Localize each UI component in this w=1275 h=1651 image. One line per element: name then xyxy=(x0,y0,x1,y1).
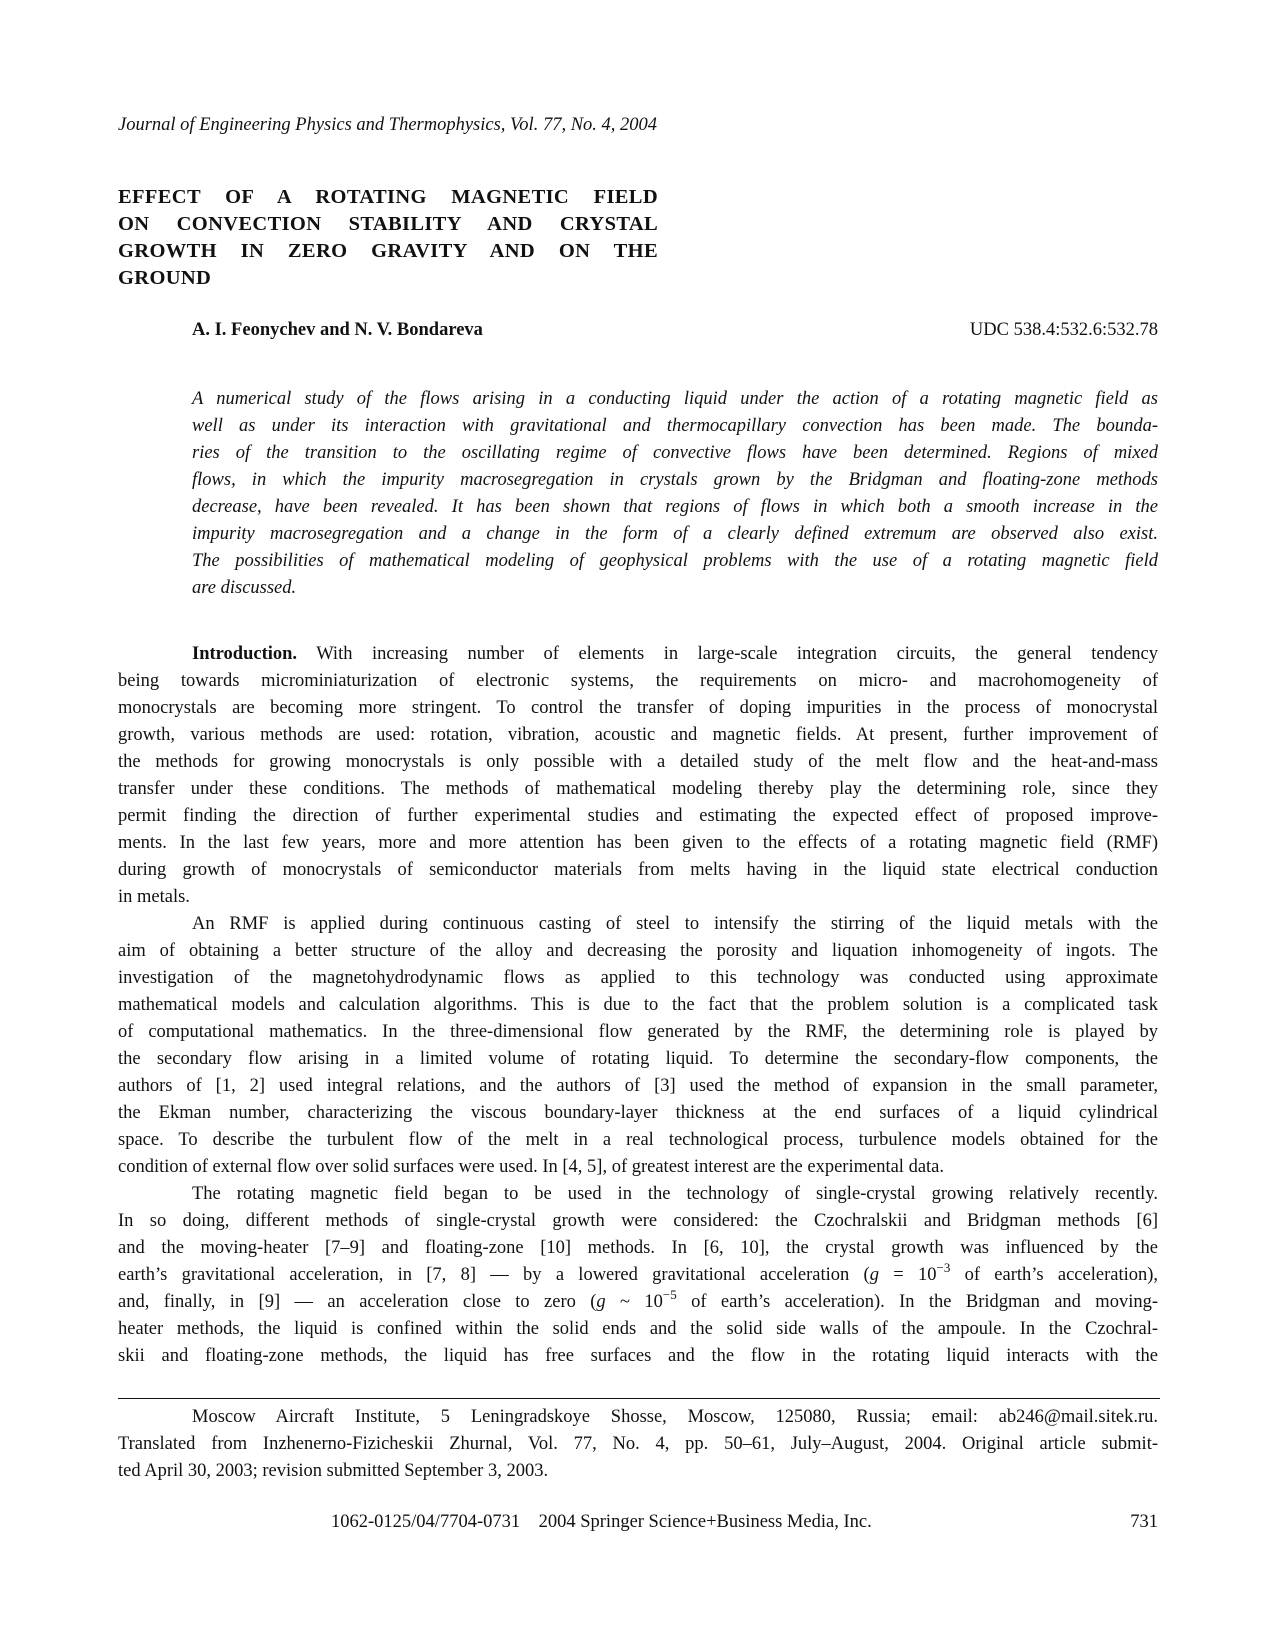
paragraph-1-text: With increasing number of elements in large-scale integration circuits, the general tendency xyxy=(297,644,1158,664)
text-segment: earth’s gravitational acceleration, in [7, 8] — by a lowered gravitational acceleration ( xyxy=(118,1265,870,1285)
footnote-line: ted April 30, 2003; revision submitted September 3, 2003. xyxy=(118,1461,549,1481)
exponent: −5 xyxy=(662,1287,677,1302)
udc-code: UDC 538.4:532.6:532.78 xyxy=(969,320,1158,340)
paragraph-3-line: In so doing, different methods of single-crystal growth were considered: the Czochralskii and Bridgman methods [6] xyxy=(118,1211,1158,1231)
paragraph-2-line: aim of obtaining a better structure of the alloy and decreasing the porosity and liquation inhomogeneity of ingots. The xyxy=(118,941,1158,961)
paragraph-1-line: being towards microminiaturization of electronic systems, the requirements on micro- and macrohomogeneity of xyxy=(118,671,1158,691)
copyright-line: 1062-0125/04/7704-0731 2004 Springer Science+Business Media, Inc. xyxy=(331,1512,872,1532)
article-title xyxy=(118,184,658,292)
paragraph-3-line: and the moving-heater [7–9] and floating-zone [10] methods. In [6, 10], the crystal growth was influenced by the xyxy=(118,1238,1158,1258)
text-segment: of earth’s acceleration). In the Bridgman and moving- xyxy=(676,1292,1158,1312)
paragraph-2-line: authors of [1, 2] used integral relations, and the authors of [3] used the method of expansion in the small parameter, xyxy=(118,1076,1158,1096)
abstract xyxy=(192,386,1158,602)
footnote-line: Moscow Aircraft Institute, 5 Leningradskoye Shosse, Moscow, 125080, Russia; email: ab246@mail.sitek.ru. xyxy=(192,1407,1158,1427)
paragraph-1-line: permit finding the direction of further experimental studies and estimating the expected effect of proposed improve- xyxy=(118,806,1158,826)
abstract-line: are discussed. xyxy=(192,578,297,598)
authors: A. I. Feonychev and N. V. Bondareva xyxy=(192,320,483,340)
text-segment: and, finally, in [9] — an acceleration close to zero ( xyxy=(118,1292,597,1312)
paragraph-2-line: condition of external flow over solid surfaces were used. In [4, 5], of greatest interest are the experimental data. xyxy=(118,1157,945,1177)
abstract-line: decrease, have been revealed. It has been shown that regions of flows in which both a smooth increase in the xyxy=(192,497,1158,517)
page-number: 731 xyxy=(1130,1512,1158,1532)
paragraph-1-line: ments. In the last few years, more and more attention has been given to the effects of a rotating magnetic field (RMF) xyxy=(118,833,1158,853)
intro-heading: Introduction. xyxy=(192,644,298,664)
journal-header: Journal of Engineering Physics and Thermophysics, Vol. 77, No. 4, 2004 xyxy=(118,115,658,135)
paragraph-1-line: in metals. xyxy=(118,887,190,907)
exponent: −3 xyxy=(936,1260,951,1275)
body-text xyxy=(118,641,1158,1370)
paragraph-2-line: An RMF is applied during continuous casting of steel to intensify the stirring of the liquid metals with the xyxy=(192,914,1158,934)
math-variable: g xyxy=(596,1292,606,1312)
paragraph-2-line: space. To describe the turbulent flow of the melt in a real technological process, turbulence models obtained for the xyxy=(118,1130,1158,1150)
paragraph-2-line: investigation of the magnetohydrodynamic flows as applied to this technology was conducted using approximate xyxy=(118,968,1158,988)
title-line: ON CONVECTION STABILITY AND CRYSTAL xyxy=(118,213,658,235)
abstract-line: flows, in which the impurity macrosegregation in crystals grown by the Bridgman and floating-zone methods xyxy=(192,470,1158,490)
text-segment: of earth’s acceleration), xyxy=(950,1265,1159,1285)
text-segment: = 10 xyxy=(878,1265,937,1285)
paragraph-1-line: during growth of monocrystals of semiconductor materials from melts having in the liquid state electrical conduction xyxy=(118,860,1158,880)
paragraph-1-line: transfer under these conditions. The methods of mathematical modeling thereby play the determining role, since they xyxy=(118,779,1158,799)
paragraph-3-line: The rotating magnetic field began to be used in the technology of single-crystal growing relatively recently. xyxy=(192,1184,1158,1204)
paragraph-2-line: the secondary flow arising in a limited volume of rotating liquid. To determine the secondary-flow components, the xyxy=(118,1049,1158,1069)
abstract-line: The possibilities of mathematical modeling of geophysical problems with the use of a rotating magnetic field xyxy=(192,551,1158,571)
paragraph-2-line: of computational mathematics. In the three-dimensional flow generated by the RMF, the determining role is played by xyxy=(118,1022,1158,1042)
footnote-divider xyxy=(118,1398,1160,1399)
title-line: GROWTH IN ZERO GRAVITY AND ON THE xyxy=(118,240,658,262)
paragraph-1-line: growth, various methods are used: rotation, vibration, acoustic and magnetic fields. At present, further improvement of xyxy=(118,725,1158,745)
paragraph-1-line xyxy=(118,641,1158,668)
paragraph-2-line: the Ekman number, characterizing the viscous boundary-layer thickness at the end surfaces of a liquid cylindrical xyxy=(118,1103,1158,1123)
paragraph-3-line: skii and floating-zone methods, the liquid has free surfaces and the flow in the rotating liquid interacts with the xyxy=(118,1346,1158,1366)
paragraph-3-line: heater methods, the liquid is confined within the solid ends and the solid side walls of the ampoule. In the Czochral- xyxy=(118,1319,1158,1339)
abstract-line: impurity macrosegregation and a change in the form of a clearly defined extremum are observed also exist. xyxy=(192,524,1158,544)
abstract-line: well as under its interaction with gravitational and thermocapillary convection has been made. The bounda- xyxy=(192,416,1158,436)
abstract-line: ries of the transition to the oscillating regime of convective flows have been determined. Regions of mixed xyxy=(192,443,1158,463)
paragraph-1-line: monocrystals are becoming more stringent. To control the transfer of doping impurities in the process of monocrystal xyxy=(118,698,1158,718)
text-segment: ~ 10 xyxy=(605,1292,663,1312)
footnote xyxy=(118,1404,1158,1485)
paragraph-1-line: the methods for growing monocrystals is only possible with a detailed study of the melt flow and the heat-and-mass xyxy=(118,752,1158,772)
math-variable: g xyxy=(869,1265,879,1285)
paragraph-2-line: mathematical models and calculation algorithms. This is due to the fact that the problem solution is a complicated task xyxy=(118,995,1158,1015)
abstract-line: A numerical study of the flows arising in a conducting liquid under the action of a rotating magnetic field as xyxy=(192,389,1158,409)
paragraph-3-line xyxy=(118,1262,1158,1289)
footnote-line: Translated from Inzhenerno-Fizicheskii Zhurnal, Vol. 77, No. 4, pp. 50–61, July–August, 2004. Original article submit- xyxy=(118,1434,1158,1454)
title-line: GROUND xyxy=(118,267,212,289)
paragraph-3-line xyxy=(118,1289,1158,1316)
title-line: EFFECT OF A ROTATING MAGNETIC FIELD xyxy=(118,186,658,208)
